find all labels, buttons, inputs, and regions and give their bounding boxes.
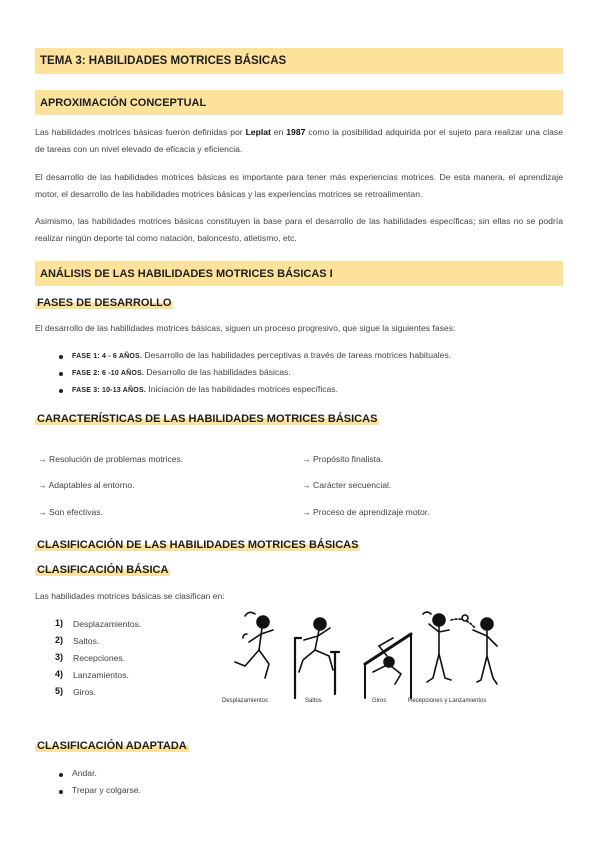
- paragraph-text: como la posibilidad adquirida por el sujeto para realizar una clase de tareas con un nivel elevado de eficacia y eficiencia.: [35, 127, 563, 154]
- paragraph-base: Asimismo, las habilidades motrices básicas constituyen la base para el desarrollo de las habilidades específicas; sin ellas no se podría realizar ningún deporte tal como natación, baloncesto, atletismo, etc.: [35, 216, 563, 243]
- jumper-figure-icon: [295, 618, 339, 698]
- basic-item-4: Lanzamientos.: [73, 670, 129, 680]
- bullet-icon: [59, 773, 63, 777]
- paragraph-importance: El desarrollo de las habilidades motrices básicas es importante para tener más experiencias motrices. De esta manera, el aprendizaje motor, el desarrollo de las habilidades motrices básicas y las experiencias motrices se retroalimentan.: [35, 172, 563, 199]
- phase-label: FASE 3: 10-13 AÑOS.: [72, 387, 146, 394]
- phase-text: Desarrollo de las habilidades básicas.: [144, 367, 291, 377]
- gymnast-figure-icon: [365, 634, 411, 698]
- list-number: 2): [55, 635, 64, 645]
- author-name: Leplat: [245, 127, 271, 137]
- basic-item-1: Desplazamientos.: [73, 619, 142, 629]
- phase-label: FASE 2: 6 -10 AÑOS.: [72, 370, 145, 377]
- phase-text: Iniciación de las habilidades motrices específicas.: [145, 384, 338, 394]
- paragraph-definition: [35, 124, 563, 158]
- paragraph-text: Las habilidades motrices básicas fueron definidas por: [35, 127, 246, 137]
- list-number: 4): [55, 669, 64, 679]
- paragraph-text: en: [270, 127, 287, 137]
- characteristic-left-3: → Son efectivas.: [38, 507, 103, 517]
- bullet-icon: [59, 389, 63, 393]
- bullet-icon: [59, 372, 63, 376]
- section-heading-label: APROXIMACIÓN CONCEPTUAL: [40, 96, 207, 109]
- section-heading-label: ANÁLISIS DE LAS HABILIDADES MOTRICES BÁSICAS I: [40, 267, 333, 280]
- caption-giros: Giros: [372, 698, 387, 704]
- bullet-icon: [59, 355, 63, 359]
- subheading-clasificacion-basica: CLASIFICACIÓN BÁSICA: [37, 564, 169, 576]
- adapted-item-1: Andar.: [72, 768, 97, 778]
- motor-skills-illustration: [215, 608, 505, 708]
- list-number: 3): [55, 652, 64, 662]
- basic-intro: Las habilidades motrices básicas se clasifican en:: [35, 591, 225, 601]
- runner-figure-icon: [235, 612, 273, 678]
- list-number: 1): [55, 618, 64, 628]
- basic-item-3: Recepciones.: [73, 653, 126, 663]
- caption-saltos: Saltos: [305, 698, 322, 704]
- list-number: 5): [55, 686, 64, 696]
- characteristic-left-2: → Adaptables al entorno.: [38, 480, 135, 490]
- phase-item-1: [72, 350, 451, 360]
- section-heading-aproximacion: [35, 90, 563, 115]
- subheading-caracteristicas: CARACTERÍSTICAS DE LAS HABILIDADES MOTRICES BÁSICAS: [37, 413, 378, 425]
- basic-item-2: Saltos.: [73, 636, 100, 646]
- year-value: 1987: [286, 127, 306, 137]
- phases-intro: El desarrollo de las habilidades motrices básicas, siguen un proceso progresivo, que sigue la siguientes fases:: [35, 323, 456, 333]
- characteristic-left-1: → Resolución de problemas motrices.: [38, 454, 184, 464]
- phase-text: Desarrollo de las habilidades perceptivas a través de tareas motrices habituales.: [142, 350, 452, 360]
- characteristic-right-3: → Proceso de aprendizaje motor.: [302, 507, 430, 517]
- caption-recepciones: Recepciones y Lanzamientos: [408, 698, 487, 704]
- caption-desplazamientos: Desplazamientos: [222, 698, 269, 704]
- page-title-band: [35, 48, 563, 74]
- bullet-icon: [59, 790, 63, 794]
- basic-item-5: Giros.: [73, 687, 96, 697]
- page-title: TEMA 3: HABILIDADES MOTRICES BÁSICAS: [40, 55, 287, 67]
- characteristic-right-1: → Propósito finalista.: [302, 454, 384, 464]
- section-heading-clasificacion: CLASIFICACIÓN DE LAS HABILIDADES MOTRICES BÁSICAS: [37, 539, 359, 551]
- characteristic-right-2: → Carácter secuencial.: [302, 480, 392, 490]
- subheading-fases: FASES DE DESARROLLO: [37, 297, 172, 309]
- adapted-item-2: Trepar y colgarse.: [72, 785, 141, 795]
- catcher-figure-icon: [423, 612, 451, 682]
- phase-item-3: [72, 384, 338, 394]
- phase-item-2: [72, 367, 291, 377]
- subheading-clasificacion-adaptada: CLASIFICACIÓN ADAPTADA: [37, 740, 187, 752]
- phase-label: FASE 1: 4 - 6 AÑOS.: [72, 353, 143, 360]
- thrower-figure-icon: [451, 615, 497, 684]
- section-heading-analisis: [35, 261, 563, 286]
